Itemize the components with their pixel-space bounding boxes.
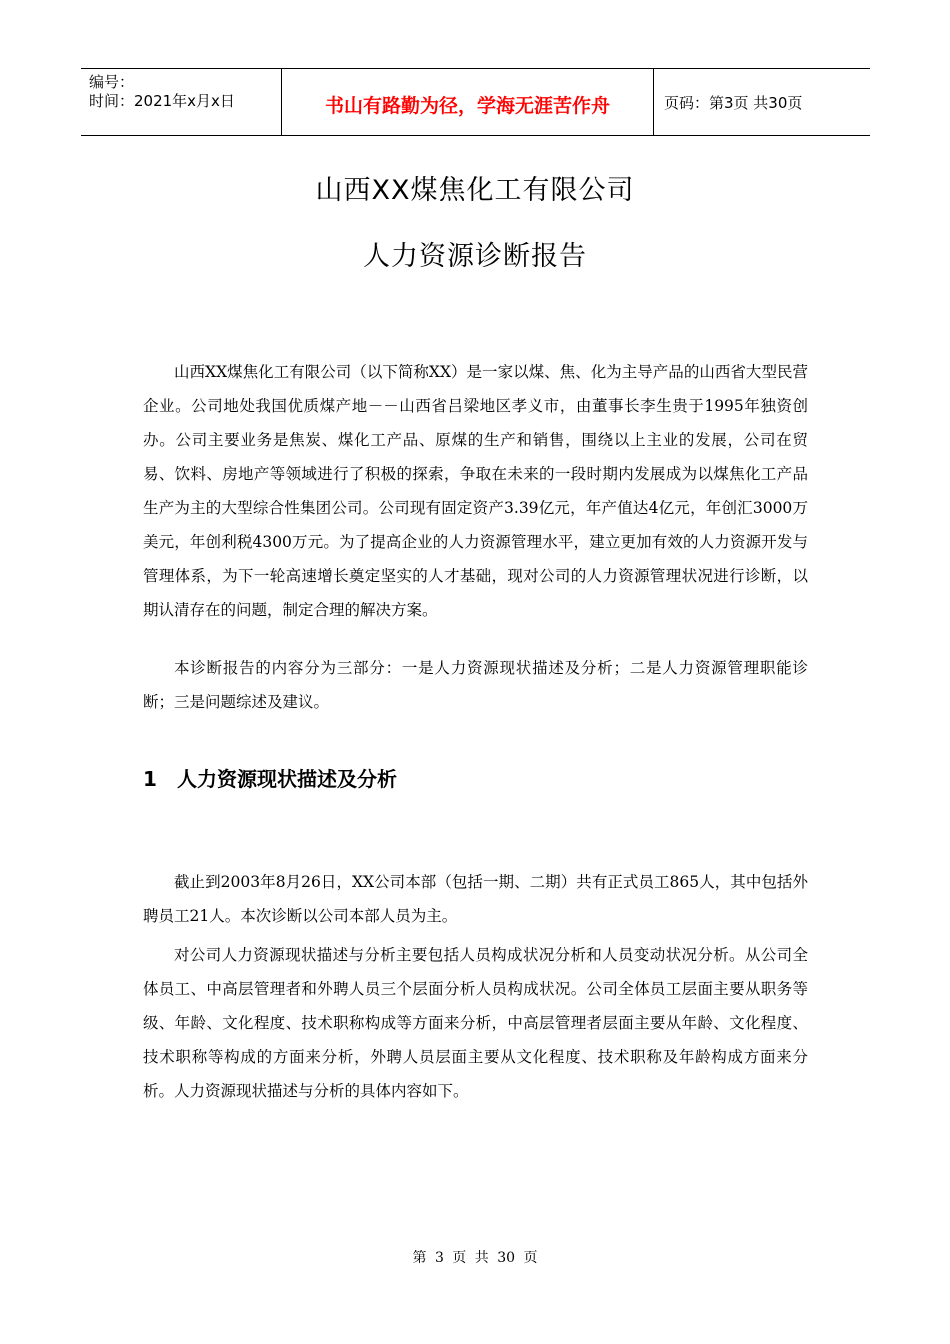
header-motto-cell	[281, 69, 654, 135]
header-page-info-cell	[654, 69, 870, 135]
intro-paragraph: 本诊断报告的内容分为三部分：一是人力资源现状描述及分析；二是人力资源管理职能诊断；三是问题综述及建议。	[143, 659, 808, 711]
header-page-info: 页码：第3页 共30页	[664, 93, 803, 112]
page-footer: 第 3 页 共 30 页	[412, 1250, 538, 1266]
page-header	[81, 68, 870, 136]
document-title-report: 人力资源诊断报告	[363, 241, 587, 272]
document-number-label: 编号：	[89, 73, 135, 91]
header-meta	[81, 69, 281, 135]
document-title-company: 山西XX煤焦化工有限公司	[315, 175, 635, 206]
document-date: 时间：2021年x月x日	[89, 92, 235, 110]
intro-paragraph: 山西XX煤焦化工有限公司（以下简称XX）是一家以煤、焦、化为主导产品的山西省大型民营企业。公司地处我国优质煤产地－－山西省吕梁地区孝义市，由董事长李生贵于1995年独资创办。公司主要业务是焦炭、煤化工产品、原煤的生产和销售，围绕以上主业的发展，公司在贸易、饮料、房地产等领域进行了积极的探索，争取在未来的一段时期内发展成为以煤焦化工产品生产为主的大型综合性集团公司。公司现有固定资产3.39亿元，年产值达4亿元，年创汇3000万美元，年创利税4300万元。为了提高企业的人力资源管理水平，建立更加有效的人力资源开发与管理体系，为下一轮高速增长奠定坚实的人才基础，现对公司的人力资源管理状况进行诊断，以期认清存在的问题，制定合理的解决方案。	[143, 363, 808, 619]
section-heading	[143, 763, 397, 792]
body-paragraph: 对公司人力资源现状描述与分析主要包括人员构成状况分析和人员变动状况分析。从公司全体员工、中高层管理者和外聘人员三个层面分析人员构成状况。公司全体员工层面主要从职务等级、年龄、文化程度、技术职称构成等方面来分析，中高层管理者层面主要从年龄、文化程度、技术职称等构成的方面来分析，外聘人员层面主要从文化程度、技术职称及年龄构成方面来分析。人力资源现状描述与分析的具体内容如下。	[143, 946, 808, 1100]
header-motto: 书山有路勤为径，学海无涯苦作舟	[324, 94, 610, 117]
section-title: 人力资源现状描述及分析	[177, 767, 397, 791]
body-paragraph: 截止到2003年8月26日，XX公司本部（包括一期、二期）共有正式员工865人，其中包括外聘员工21人。本次诊断以公司本部人员为主。	[143, 873, 808, 925]
section-number: 1	[143, 767, 157, 791]
